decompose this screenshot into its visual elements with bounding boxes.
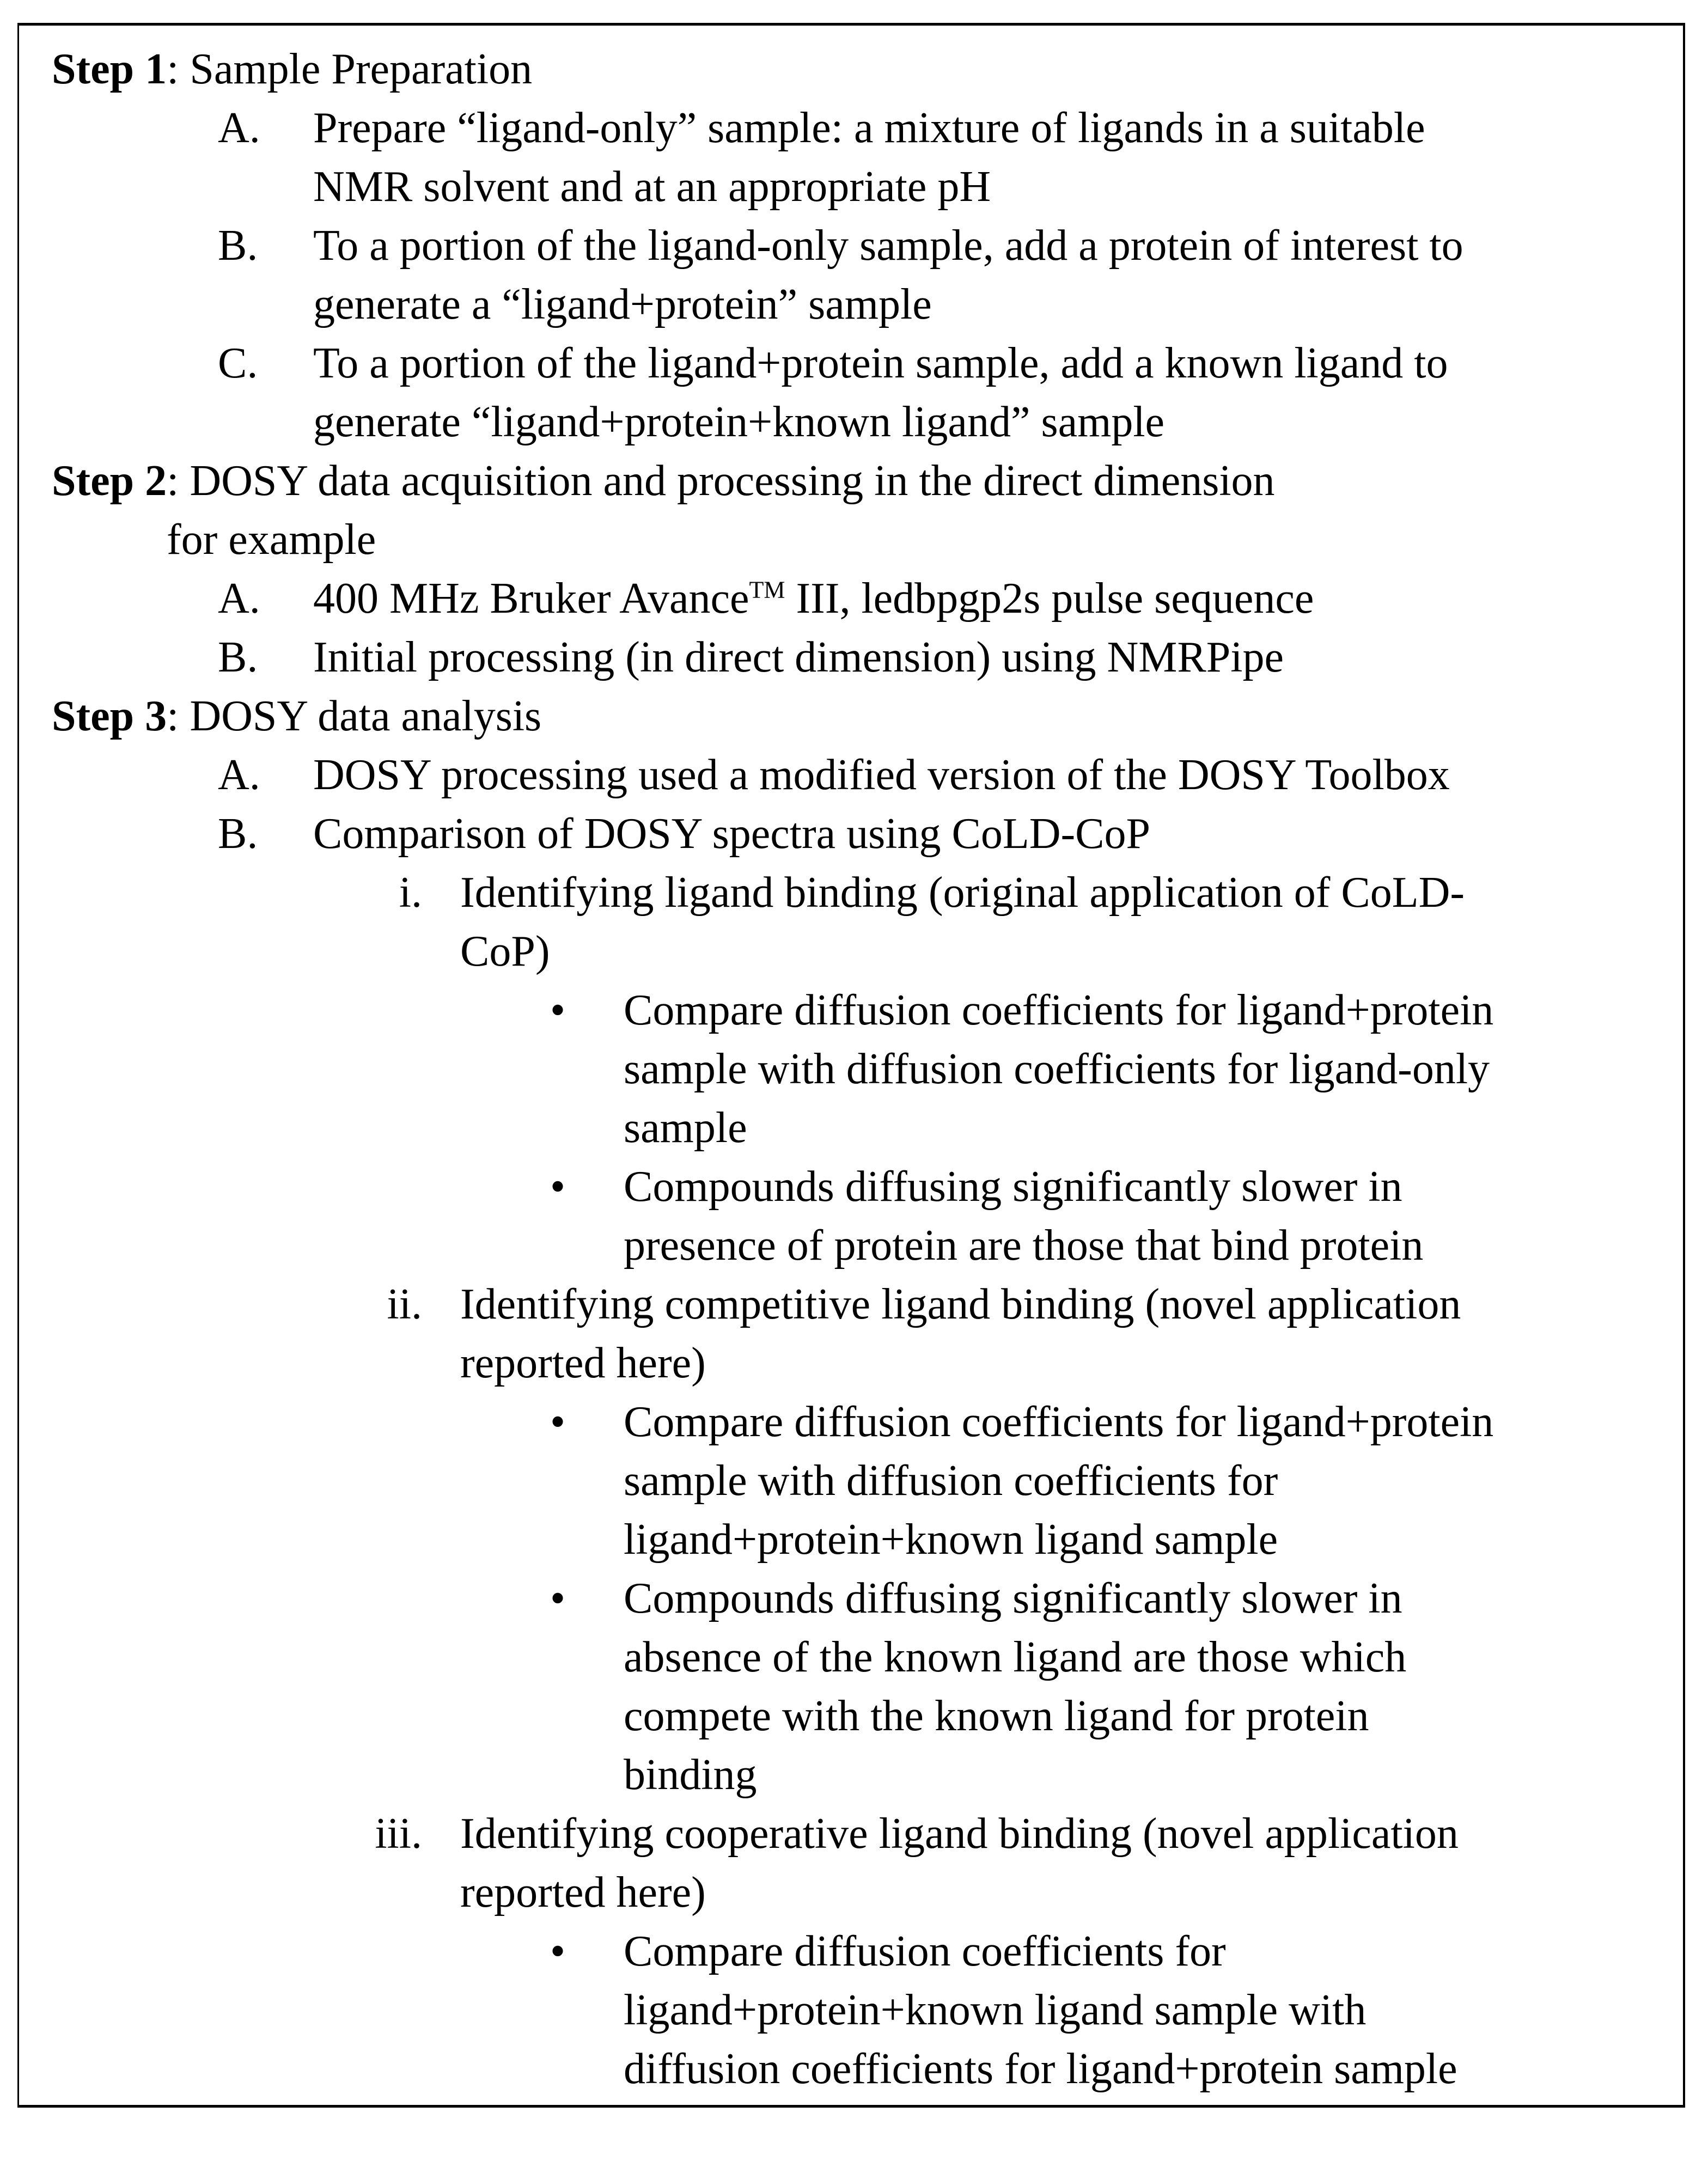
outline-line — [19, 1334, 1683, 1393]
line-text: Compare diffusion coefficients for ligand+protein — [624, 1398, 1494, 1446]
outline-line — [19, 510, 1683, 569]
bullet-icon: • — [550, 1163, 566, 1211]
outline-line-step1 — [19, 40, 1683, 99]
outline-line — [19, 1863, 1683, 1922]
line-marker: B. — [218, 633, 258, 681]
line-text: generate a “ligand+protein” sample — [313, 280, 932, 328]
outline-line — [19, 1804, 1683, 1863]
line-marker: i. — [399, 869, 422, 917]
outline-line — [19, 1216, 1683, 1275]
outline-line — [19, 216, 1683, 275]
outline-line — [19, 1451, 1683, 1510]
line-text: compete with the known ligand for protein — [624, 1692, 1369, 1740]
step-label: Step 2 — [52, 457, 167, 505]
outline-line — [19, 922, 1683, 981]
line-text: Initial processing (in direct dimension) using NMRPipe — [313, 633, 1284, 681]
line-marker: B. — [218, 222, 258, 270]
line-text: 400 MHz Bruker Avance — [313, 575, 749, 622]
outline-line — [19, 2040, 1683, 2098]
outline-line — [19, 1569, 1683, 1628]
line-text: generate “ligand+protein+known ligand” sample — [313, 398, 1165, 446]
line-text: To a portion of the ligand-only sample, add a protein of interest to — [313, 222, 1463, 270]
outline-line — [19, 1040, 1683, 1098]
outline-line — [19, 1393, 1683, 1451]
line-text: : DOSY data acquisition and processing in the direct dimension — [167, 457, 1275, 505]
line-text: : DOSY data analysis — [167, 692, 542, 740]
line-text: presence of protein are those that bind protein — [624, 1222, 1424, 1269]
step-label: Step 1 — [52, 45, 167, 93]
outline-line — [19, 1922, 1683, 1981]
outline-line — [19, 1745, 1683, 1804]
step-label: Step 3 — [52, 692, 167, 740]
outline-line — [19, 1157, 1683, 1216]
outline-line — [19, 1275, 1683, 1334]
outline-line — [19, 1628, 1683, 1687]
line-marker: A. — [218, 575, 260, 622]
outline-line — [19, 275, 1683, 334]
line-marker: A. — [218, 104, 260, 152]
bullet-icon: • — [550, 986, 566, 1034]
outline-line — [19, 1981, 1683, 2040]
line-marker: A. — [218, 751, 260, 799]
outline-line — [19, 1510, 1683, 1569]
bullet-icon: • — [550, 1398, 566, 1446]
line-marker: iii. — [375, 1810, 422, 1858]
line-text: CoP) — [460, 927, 550, 975]
line-text: diffusion coefficients for ligand+protein sample — [624, 2045, 1457, 2093]
line-text: Compounds diffusing significantly slower in — [624, 1163, 1402, 1211]
bullet-icon: • — [550, 1927, 566, 1975]
line-text: Compare diffusion coefficients for — [624, 1927, 1226, 1975]
outline-line-step2 — [19, 451, 1683, 510]
line-text: binding — [624, 1751, 757, 1799]
line-text: DOSY processing used a modified version of the DOSY Toolbox — [313, 751, 1450, 799]
line-text: ligand+protein+known ligand sample with — [624, 1986, 1367, 2034]
outline-line — [19, 804, 1683, 863]
line-text: for example — [167, 516, 376, 564]
line-text: Identifying ligand binding (original application of CoLD- — [460, 869, 1465, 917]
outline-line — [19, 569, 1683, 628]
outline-line — [19, 981, 1683, 1040]
outline-line — [19, 1098, 1683, 1157]
outline-line — [19, 99, 1683, 157]
line-text: sample with diffusion coefficients for — [624, 1457, 1278, 1505]
line-text: Compare diffusion coefficients for ligand+protein — [624, 986, 1494, 1034]
line-text: Prepare “ligand-only” sample: a mixture of ligands in a suitable — [313, 104, 1425, 152]
line-marker: C. — [218, 339, 258, 387]
trademark-superscript: TM — [749, 576, 785, 603]
outline-line-step3 — [19, 687, 1683, 746]
line-marker: B. — [218, 810, 258, 858]
line-text: sample with diffusion coefficients for ligand-only — [624, 1045, 1490, 1093]
line-text: sample — [624, 1104, 747, 1152]
line-text: absence of the known ligand are those which — [624, 1633, 1407, 1681]
outline-line — [19, 393, 1683, 451]
outline-line — [19, 1687, 1683, 1745]
line-marker: ii. — [387, 1280, 422, 1328]
line-text: reported here) — [460, 1339, 706, 1387]
line-text: NMR solvent and at an appropriate pH — [313, 163, 991, 211]
outline-line — [19, 863, 1683, 922]
outline-line — [19, 746, 1683, 804]
line-text: Identifying cooperative ligand binding (novel application — [460, 1810, 1459, 1858]
outline-line — [19, 157, 1683, 216]
line-text: Comparison of DOSY spectra using CoLD-CoP — [313, 810, 1150, 858]
outline-line — [19, 334, 1683, 393]
line-text: ligand+protein+known ligand sample — [624, 1516, 1278, 1564]
line-text: Identifying competitive ligand binding (novel application — [460, 1280, 1461, 1328]
outline-box — [17, 23, 1685, 2108]
bullet-icon: • — [550, 1574, 566, 1622]
line-text: To a portion of the ligand+protein sample, add a known ligand to — [313, 339, 1448, 387]
line-text: III, ledbpgp2s pulse sequence — [785, 575, 1314, 622]
line-text: reported here) — [460, 1869, 706, 1916]
line-text: Compounds diffusing significantly slower in — [624, 1574, 1402, 1622]
line-text: : Sample Preparation — [167, 45, 533, 93]
outline-line — [19, 628, 1683, 687]
